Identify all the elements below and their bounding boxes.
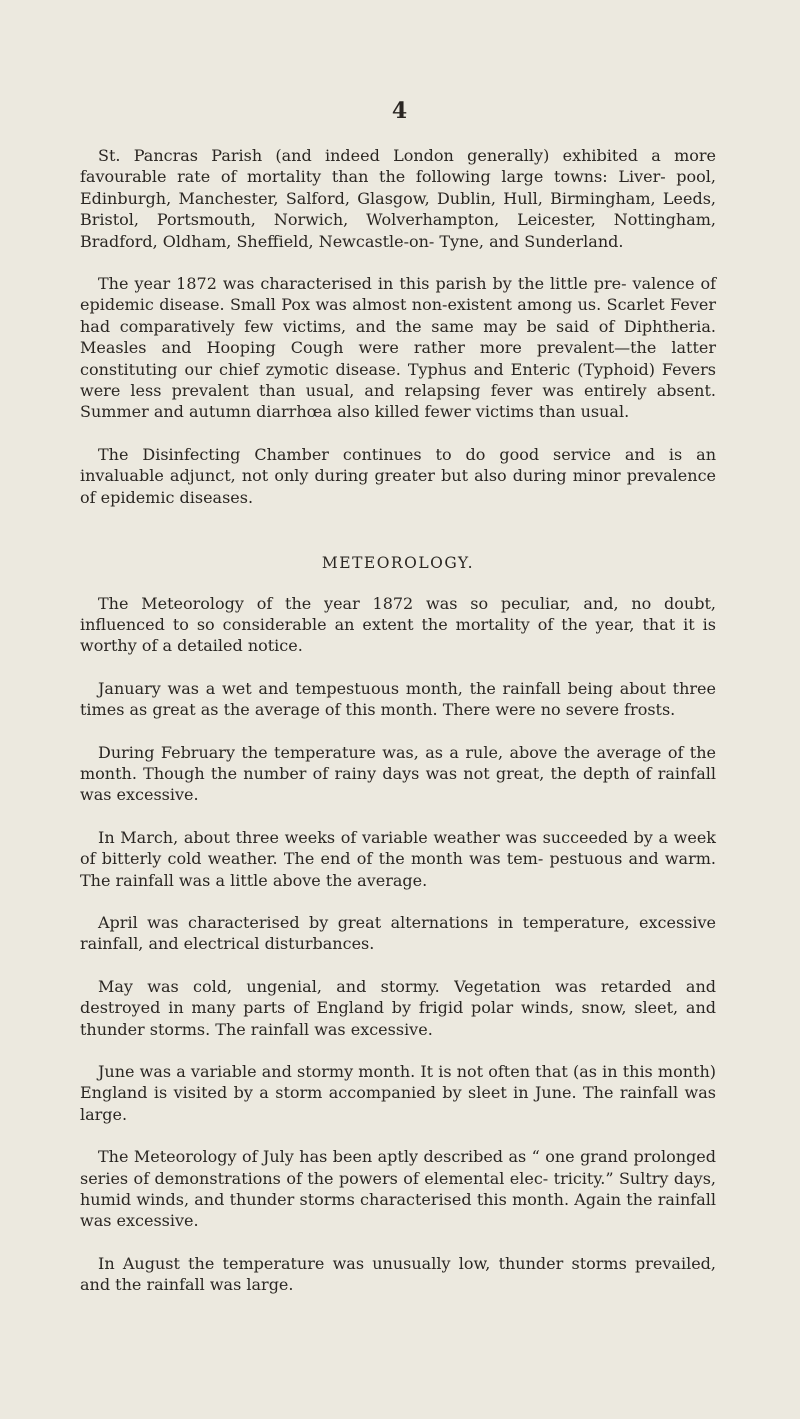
paragraph-february: During February the temperature was, as a rule, above the average of the month. Though the number of rainy days was not great, the depth of rainfall was excessive. [80, 742, 716, 805]
page-number: 4 [391, 98, 409, 124]
paragraph-disinfecting-chamber: The Disinfecting Chamber continues to do good service and is an invaluable adjunct, not only during greater but also during minor prevalence of epidemic diseases. [80, 444, 716, 507]
paragraph-epidemic-disease: The year 1872 was characterised in this parish by the little pre- valence of epidemic disease. Small Pox was almost non-existent among us. Scarlet Fever had comparatively few victims, and the same may be said of Diphtheria. Measles and Hooping Cough were rather more prevalent—the latter constituting our chief zymotic disease. Typhus and Enteric (Typhoid) Fevers were less prevalent than usual, and relapsing fever was entirely absent. Summer and autumn diarrhœa also killed fewer victims than usual. [80, 274, 716, 422]
paragraph-january: January was a wet and tempestuous month, the rainfall being about three times as great as the average of this month. There were no severe frosts. [80, 678, 716, 720]
paragraph-mortality-comparison: St. Pancras Parish (and indeed London generally) exhibited a more favourable rate of mortality than the following large towns: Liver- pool, Edinburgh, Manchester, Salford, Glasgow, Dublin, Hull, Birmingham, Leeds, Bristol, Portsmouth, Norwich, Wolverhampton, Leicester, Nottingham, Bradford, Oldham, Sheffield, Newcastle-on- Tyne, and Sunderland. [80, 146, 716, 251]
paragraph-may: May was cold, ungenial, and stormy. Vegetation was retarded and destroyed in many parts of England by frigid polar winds, snow, sleet, and thunder storms. The rainfall was excessive. [80, 976, 716, 1039]
body-text [80, 145, 716, 1317]
paragraph-meteorology-intro: The Meteorology of the year 1872 was so peculiar, and, no doubt, influenced to so considerable an extent the mortality of the year, that it is worthy of a detailed notice. [80, 593, 716, 656]
paragraph-march: In March, about three weeks of variable weather was succeeded by a week of bitterly cold weather. The end of the month was tem- pestuous and warm. The rainfall was a little above the average. [80, 827, 716, 890]
paragraph-april: April was characterised by great alternations in temperature, excessive rainfall, and electrical disturbances. [80, 912, 716, 954]
paragraph-july: The Meteorology of July has been aptly described as “ one grand prolonged series of demonstrations of the powers of elemental elec- tricity.” Sultry days, humid winds, and thunder storms characterised this month. Again the rainfall was excessive. [80, 1147, 716, 1231]
paragraph-june: June was a variable and stormy month. It is not often that (as in this month) England is visited by a storm accompanied by sleet in June. The rainfall was large. [80, 1062, 716, 1124]
section-heading-meteorology: METEOROLOGY. [321, 554, 475, 573]
paragraph-august: In August the temperature was unusually low, thunder storms prevailed, and the rainfall was large. [80, 1253, 716, 1295]
